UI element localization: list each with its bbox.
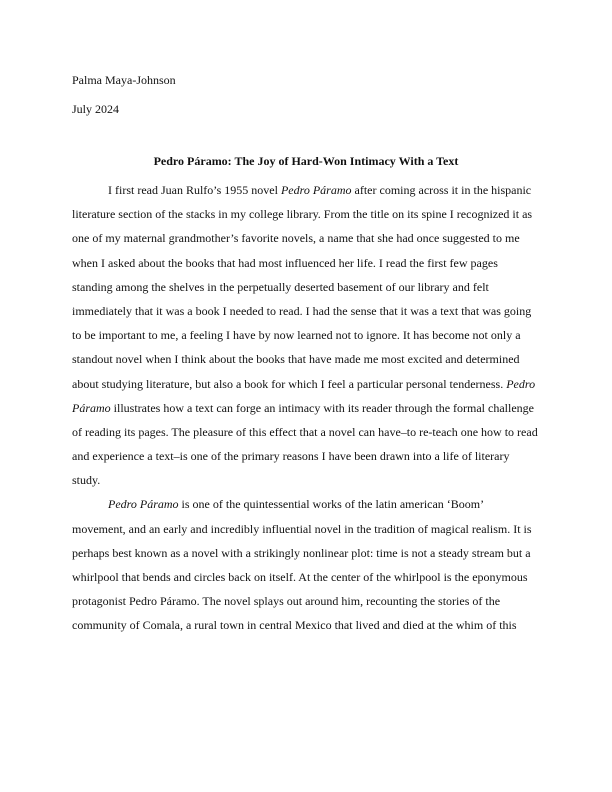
- text-segment: to be important to me, a feeling I have by now learned not to ignore. It has become not only a: [72, 328, 521, 343]
- text-line: [72, 323, 540, 347]
- text-segment: immediately that it was a book I needed to read. I had the sense that it was a text that was going: [72, 303, 532, 318]
- text-line: [72, 299, 540, 323]
- text-line: [72, 275, 540, 299]
- text-line: [72, 613, 540, 637]
- text-segment: whirlpool that bends and circles back on itself. At the center of the whirlpool is the eponymous: [72, 570, 528, 584]
- essay-body: [72, 178, 540, 638]
- text-line: [72, 468, 540, 492]
- text-segment: is one of the quintessential works of the latin american ‘Boom’: [178, 497, 485, 512]
- document-date: July 2024: [72, 102, 120, 116]
- italic-title-text: Pedro: [506, 376, 536, 391]
- italic-title-text: Pedro Páramo: [108, 497, 179, 512]
- text-line: [72, 492, 540, 516]
- text-line: [72, 517, 540, 541]
- text-segment: one of my maternal grandmother’s favorite novels, a name that she had once suggested to me: [72, 231, 520, 246]
- author-name: Palma Maya-Johnson: [72, 73, 176, 87]
- text-segment: protagonist Pedro Páramo. The novel splays out around him, recounting the stories of the: [72, 594, 501, 609]
- text-segment: about studying literature, but also a book for which I feel a particular personal tenderness.: [72, 376, 507, 391]
- text-line: [72, 347, 540, 371]
- text-line: [72, 589, 540, 613]
- text-line: [72, 565, 540, 589]
- text-segment: after coming across it in the hispanic: [351, 183, 532, 197]
- text-line: [72, 251, 540, 275]
- text-segment: standing among the shelves in the perpetually deserted basement of our library and felt: [72, 279, 489, 294]
- text-segment: community of Comala, a rural town in central Mexico that lived and died at the whim of this: [72, 618, 517, 633]
- text-line: [72, 541, 540, 565]
- text-line: [72, 396, 540, 420]
- text-segment: I first read Juan Rulfo’s 1955 novel: [108, 183, 281, 197]
- paragraph: [72, 492, 540, 637]
- text-line: [72, 444, 540, 468]
- text-segment: standout novel when I think about the books that have made me most excited and determined: [72, 352, 520, 367]
- text-line: [72, 202, 540, 226]
- text-segment: illustrates how a text can forge an intimacy with its reader through the formal challenge: [110, 400, 534, 415]
- text-line: [72, 226, 540, 250]
- text-line: [72, 420, 540, 444]
- paragraph: [72, 178, 540, 492]
- italic-title-text: Páramo: [72, 400, 111, 415]
- text-segment: and experience a text–is one of the primary reasons I have been drawn into a life of literary: [72, 449, 510, 464]
- text-segment: of reading its pages. The pleasure of this effect that a novel can have–to re-teach one how to read: [72, 424, 538, 439]
- text-segment: movement, and an early and incredibly influential novel in the tradition of magical realism. It is: [72, 521, 532, 536]
- text-segment: perhaps best known as a novel with a strikingly nonlinear plot: time is not a steady stream but a: [72, 545, 531, 560]
- text-line: [72, 372, 540, 396]
- text-segment: study.: [72, 473, 101, 488]
- text-line: [72, 178, 540, 202]
- italic-title-text: Pedro Páramo: [280, 183, 352, 197]
- text-segment: literature section of the stacks in my college library. From the title on its spine I recognized it as: [72, 207, 533, 222]
- essay-title: Pedro Páramo: The Joy of Hard-Won Intimacy With a Text: [153, 154, 459, 168]
- text-segment: when I asked about the books that had most influenced her life. I read the first few pages: [72, 255, 498, 270]
